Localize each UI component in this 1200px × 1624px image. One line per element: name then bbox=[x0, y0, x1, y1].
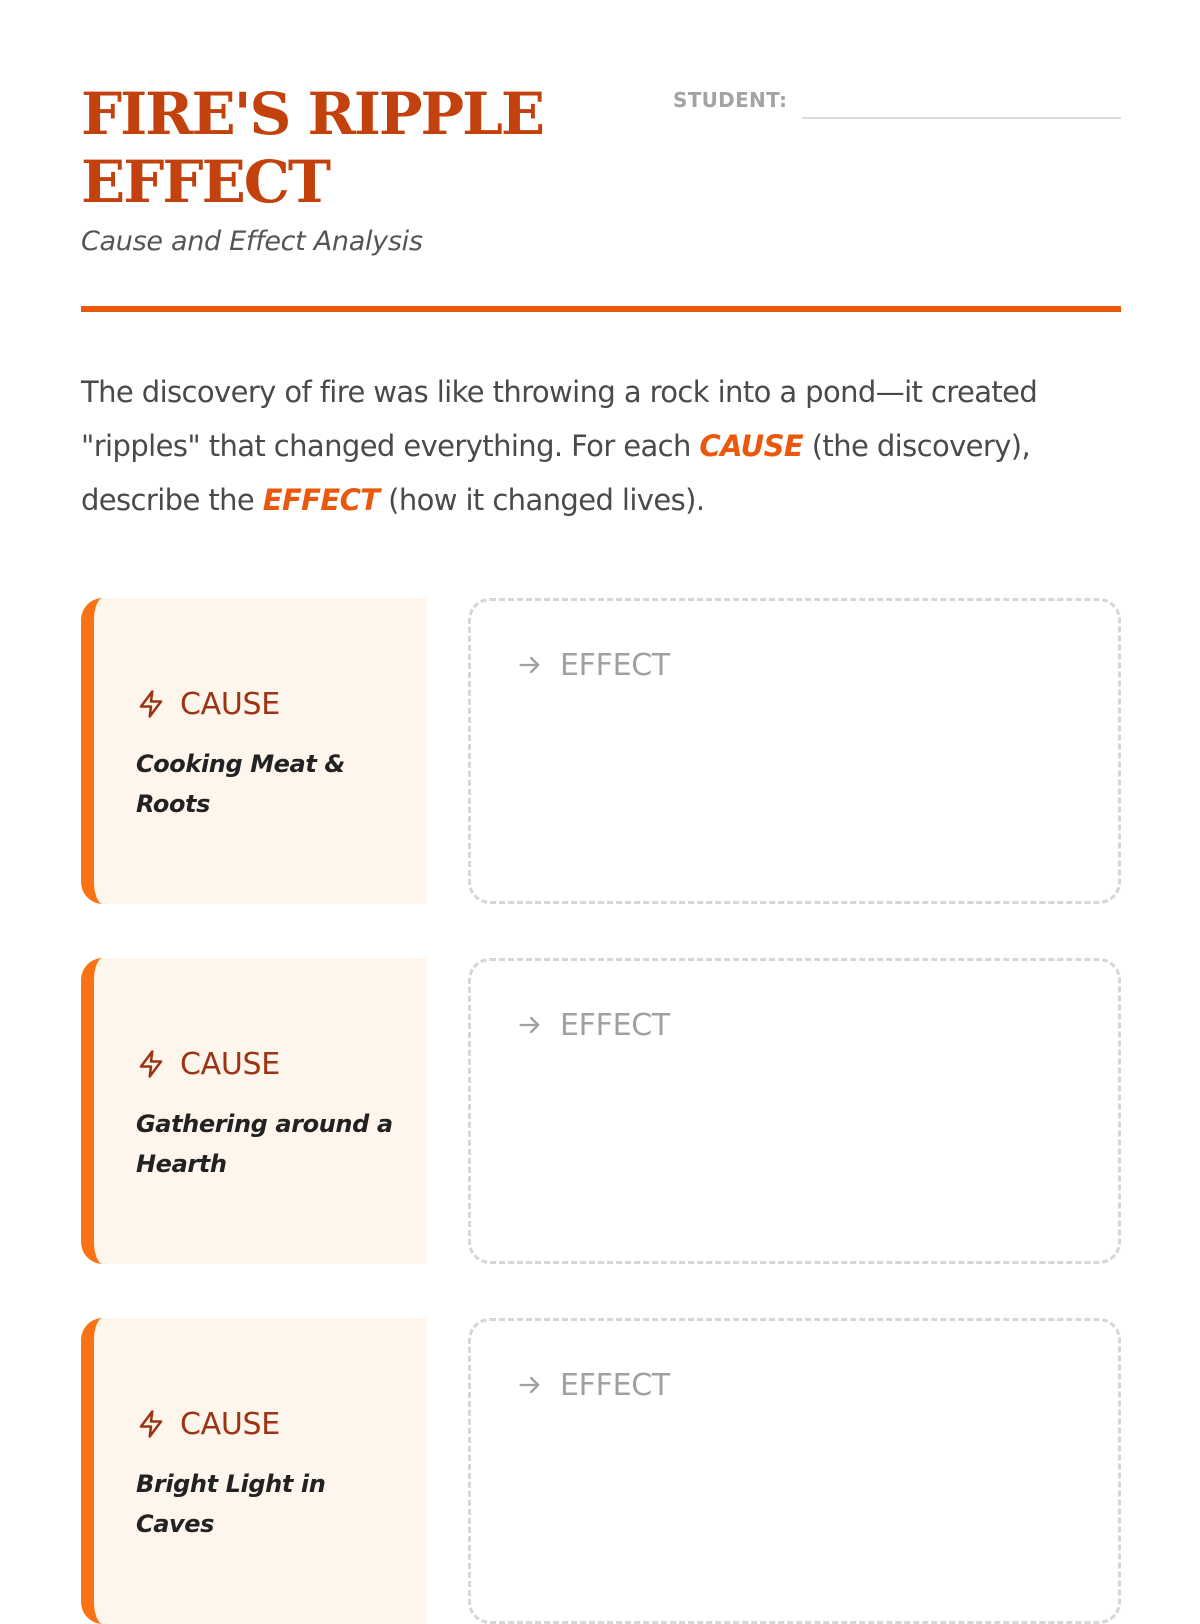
worksheet bbox=[81, 0, 1121, 1538]
lightning-bolt-icon bbox=[136, 1409, 166, 1439]
student-label: STUDENT: bbox=[673, 88, 788, 112]
effect-answer-box[interactable] bbox=[468, 958, 1121, 1264]
effect-label: EFFECT bbox=[560, 1367, 670, 1403]
cause-label: CAUSE bbox=[180, 1046, 280, 1082]
cause-label: CAUSE bbox=[180, 1406, 280, 1442]
instructions-part-2: (the discovery), describe the bbox=[81, 429, 1031, 517]
arrow-right-icon bbox=[516, 1011, 544, 1039]
instructions-part-1: The discovery of fire was like throwing a rock into a pond—it created "ripples" that changed everything. For each bbox=[81, 375, 1038, 463]
cause-text: Bright Light in Caves bbox=[136, 1470, 326, 1538]
cause-effect-row bbox=[81, 958, 1121, 1264]
effect-answer-box[interactable] bbox=[468, 598, 1121, 904]
cause-card bbox=[81, 958, 427, 1264]
arrow-right-icon bbox=[516, 651, 544, 679]
cause-effect-row bbox=[81, 1318, 1121, 1624]
student-name-field bbox=[673, 84, 1121, 120]
student-name-line[interactable] bbox=[802, 117, 1121, 119]
effect-answer-box[interactable] bbox=[468, 1318, 1121, 1624]
header-divider bbox=[81, 306, 1121, 312]
page-subtitle: Cause and Effect Analysis bbox=[81, 226, 423, 257]
cause-label: CAUSE bbox=[180, 686, 280, 722]
arrow-right-icon bbox=[516, 1371, 544, 1399]
lightning-bolt-icon bbox=[136, 689, 166, 719]
page-title: FIRE'S RIPPLE EFFECT bbox=[81, 80, 544, 216]
effect-keyword: EFFECT bbox=[262, 483, 380, 517]
effect-label: EFFECT bbox=[560, 1007, 670, 1043]
cause-text: Cooking Meat & Roots bbox=[136, 750, 345, 818]
cause-card bbox=[81, 598, 427, 904]
cause-text: Gathering around a Hearth bbox=[136, 1110, 393, 1178]
cause-effect-row bbox=[81, 598, 1121, 904]
cause-keyword: CAUSE bbox=[699, 429, 804, 463]
effect-label: EFFECT bbox=[560, 647, 670, 683]
header bbox=[81, 0, 1121, 312]
lightning-bolt-icon bbox=[136, 1049, 166, 1079]
instructions bbox=[81, 365, 1126, 527]
cause-card bbox=[81, 1318, 427, 1624]
instructions-part-3: (how it changed lives). bbox=[379, 483, 705, 517]
